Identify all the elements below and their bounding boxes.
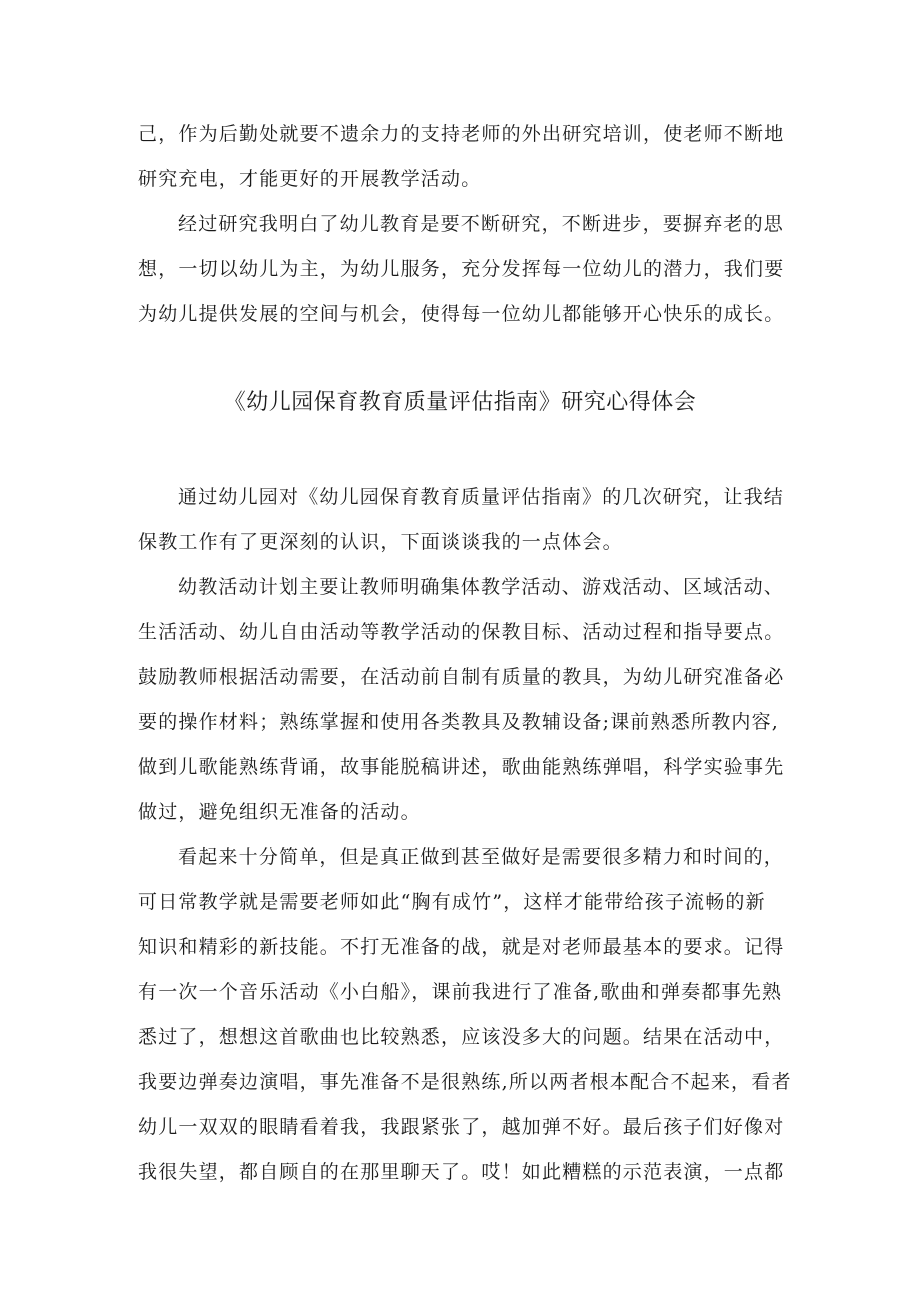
text-line: 知识和精彩的新技能。不打无准备的战，就是对老师最基本的要求。记得 bbox=[138, 936, 785, 958]
text-line: 幼教活动计划主要让教师明确集体教学活动、游戏活动、区域活动、 bbox=[178, 576, 785, 598]
text-line: 己，作为后勤处就要不遗余力的支持老师的外出研究培训，使老师不断地 bbox=[138, 123, 785, 145]
text-line: 要的操作材料；熟练掌握和使用各类教具及教辅设备;课前熟悉所教内容, bbox=[138, 711, 780, 733]
text-line: 做过，避免组织无准备的活动。 bbox=[138, 801, 421, 823]
text-line: 经过研究我明白了幼儿教育是要不断研究，不断进步，要摒弃老的思 bbox=[178, 213, 785, 235]
text-line: 悉过了，想想这首歌曲也比较熟悉，应该没多大的问题。结果在活动中， bbox=[138, 1026, 785, 1048]
text-line: 为幼儿提供发展的空间与机会，使得每一位幼儿都能够开心快乐的成长。 bbox=[138, 303, 785, 325]
text-line: 研究充电，才能更好的开展教学活动。 bbox=[138, 168, 482, 190]
text-line: 鼓励教师根据活动需要，在活动前自制有质量的教具，为幼儿研究准备必 bbox=[138, 666, 785, 688]
text-line: 我很失望，都自顾自的在那里聊天了。哎！如此糟糕的示范表演，一点都 bbox=[138, 1161, 785, 1183]
text-line: 幼儿一双双的眼睛看着我，我跟紧张了，越加弹不好。最后孩子们好像对 bbox=[138, 1116, 785, 1138]
text-line: 看起来十分简单，但是真正做到甚至做好是需要很多精力和时间的， bbox=[178, 846, 785, 868]
text-line: 生活活动、幼儿自由活动等教学活动的保教目标、活动过程和指导要点。 bbox=[138, 621, 785, 643]
document-title: 《幼儿园保育教育质量评估指南》研究心得体会 bbox=[223, 390, 697, 415]
text-line: 保教工作有了更深刻的认识，下面谈谈我的一点体会。 bbox=[138, 531, 623, 553]
text-line: 可日常教学就是需要老师如此“胸有成竹”，这样才能带给孩子流畅的新 bbox=[138, 891, 766, 913]
text-line: 想，一切以幼儿为主，为幼儿服务，充分发挥每一位幼儿的潜力，我们要 bbox=[138, 258, 785, 280]
text-line: 有一次一个音乐活动《小白船》，课前我进行了准备,歌曲和弹奏都事先熟 bbox=[138, 981, 783, 1003]
text-line: 通过幼儿园对《幼儿园保育教育质量评估指南》的几次研究，让我结 bbox=[178, 486, 785, 508]
text-line: 做到儿歌能熟练背诵，故事能脱稿讲述，歌曲能熟练弹唱，科学实验事先 bbox=[138, 756, 785, 778]
text-line: 我要边弹奏边演唱，事先准备不是很熟练,所以两者根本配合不起来，看者 bbox=[138, 1071, 792, 1093]
